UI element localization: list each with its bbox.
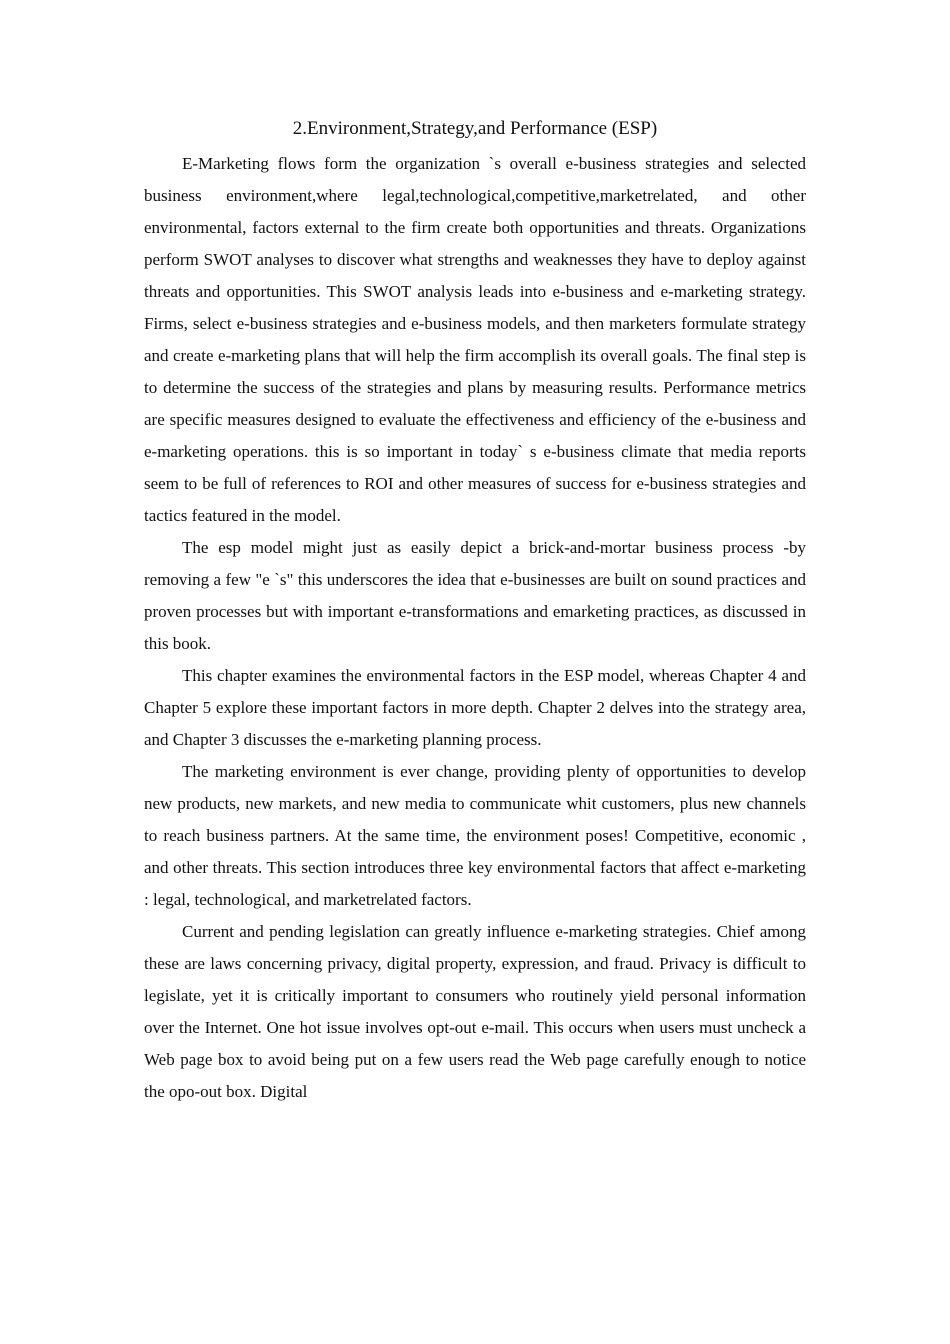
paragraph-esp-overview: E-Marketing flows form the organization `s overall e-business strategies and selected business environment,where legal,technological,competitive,marketrelated, and other environmental, factors external to the firm create both opportunities and threats. Organizations perform SWOT analyses to discover what strengths and weaknesses they have to deploy against threats and opportunities. This SWOT analysis leads into e-business and e-marketing strategy. Firms, select e-business strategies and e-business models, and then marketers formulate strategy and create e-marketing plans that will help the firm accomplish its overall goals. The final step is to determine the success of the strategies and plans by measuring results. Performance metrics are specific measures designed to evaluate the effectiveness and efficiency of the e-business and e-marketing operations. this is so important in today` s e-business climate that media reports seem to be full of references to ROI and other measures of success for e-business strategies and tactics featured in the model. bbox=[144, 154, 806, 525]
paragraph-marketing-environment: The marketing environment is ever change, providing plenty of opportunities to develop new products, new markets, and new media to communicate whit customers, plus new channels to reach business partners. At the same time, the environment poses! Competitive, economic , and other threats. This section introduces three key environmental factors that affect e-marketing : legal, technological, and marketrelated factors. bbox=[144, 762, 806, 909]
paragraph-chapter-overview: This chapter examines the environmental factors in the ESP model, whereas Chapter 4 and Chapter 5 explore these important factors in more depth. Chapter 2 delves into the strategy area, and Chapter 3 discusses the e-marketing planning process. bbox=[144, 666, 806, 749]
paragraph-esp-model: The esp model might just as easily depict a brick-and-mortar business process -by removing a few "e `s" this underscores the idea that e-businesses are built on sound practices and proven processes but with important e-transformations and emarketing practices, as discussed in this book. bbox=[144, 538, 806, 653]
document-title: 2.Environment,Strategy,and Performance (ESP) bbox=[292, 118, 658, 139]
document-page bbox=[144, 112, 806, 1108]
paragraph-legislation: Current and pending legislation can greatly influence e-marketing strategies. Chief among these are laws concerning privacy, digital property, expression, and fraud. Privacy is difficult to legislate, yet it is critically important to consumers who routinely yield personal information over the Internet. One hot issue involves opt-out e-mail. This occurs when users must uncheck a Web page box to avoid being put on a few users read the Web page carefully enough to notice the opo-out box. Digital bbox=[144, 922, 806, 1101]
